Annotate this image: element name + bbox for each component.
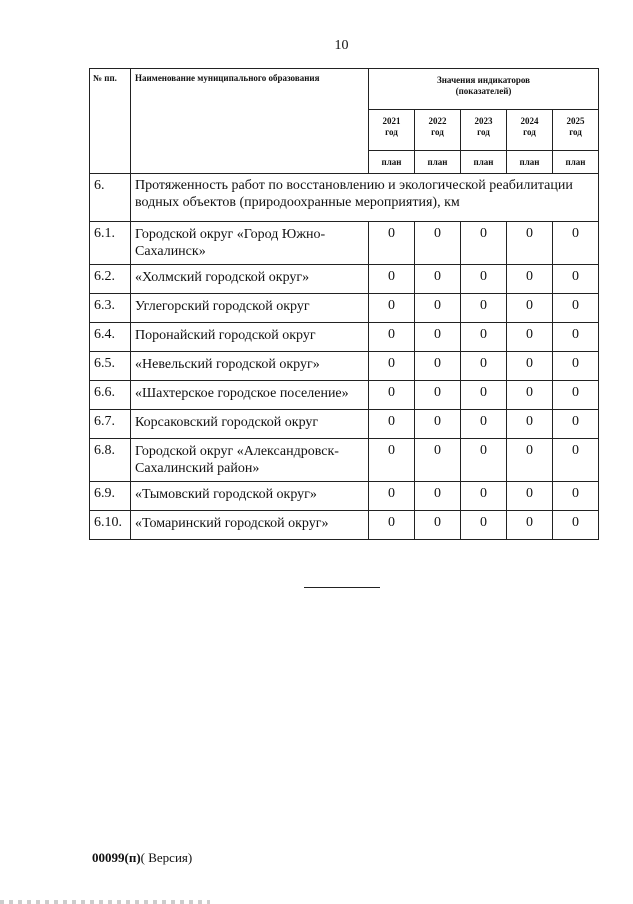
header-year-4	[553, 110, 599, 151]
row-value-2: 0	[461, 439, 507, 482]
row-value-2: 0	[461, 265, 507, 294]
row-value-2: 0	[461, 482, 507, 511]
row-value-3: 0	[507, 222, 553, 265]
row-value-2: 0	[461, 410, 507, 439]
row-value-1: 0	[415, 265, 461, 294]
header-year-unit: год	[385, 127, 398, 137]
header-plan-1: план	[415, 151, 461, 174]
row-value-4: 0	[553, 294, 599, 323]
row-value-3: 0	[507, 352, 553, 381]
row-value-4: 0	[553, 439, 599, 482]
header-values-line2: (показателей)	[455, 86, 512, 96]
row-value-4: 0	[553, 265, 599, 294]
header-plan-3: план	[507, 151, 553, 174]
table-row	[90, 265, 599, 294]
header-year-label: 2021	[382, 116, 401, 126]
row-municipality-name: Корсаковский городской округ	[131, 410, 369, 439]
row-municipality-name: «Холмский городской округ»	[131, 265, 369, 294]
row-value-4: 0	[553, 482, 599, 511]
row-value-3: 0	[507, 511, 553, 540]
row-value-0: 0	[369, 265, 415, 294]
row-num: 6.10.	[90, 511, 131, 540]
row-value-2: 0	[461, 381, 507, 410]
table-row	[90, 511, 599, 540]
row-value-1: 0	[415, 323, 461, 352]
table-header	[90, 69, 599, 174]
row-value-2: 0	[461, 222, 507, 265]
row-municipality-name: «Тымовский городской округ»	[131, 482, 369, 511]
header-plan-2: план	[461, 151, 507, 174]
header-name: Наименование муниципального образования	[131, 69, 369, 174]
row-num: 6.9.	[90, 482, 131, 511]
header-year-3	[507, 110, 553, 151]
row-municipality-name: Городской округ «Город Южно-Сахалинск»	[131, 222, 369, 265]
row-value-0: 0	[369, 381, 415, 410]
row-value-1: 0	[415, 410, 461, 439]
header-values	[369, 69, 599, 110]
header-year-unit: год	[477, 127, 490, 137]
row-value-2: 0	[461, 294, 507, 323]
row-value-0: 0	[369, 511, 415, 540]
table-row	[90, 323, 599, 352]
header-plan-0: план	[369, 151, 415, 174]
row-value-0: 0	[369, 352, 415, 381]
row-value-3: 0	[507, 410, 553, 439]
row-value-4: 0	[553, 511, 599, 540]
row-value-4: 0	[553, 352, 599, 381]
row-value-2: 0	[461, 352, 507, 381]
row-value-4: 0	[553, 410, 599, 439]
footer-code-text: 00099(п)	[92, 850, 141, 865]
row-num: 6.4.	[90, 323, 131, 352]
row-municipality-name: Городской округ «Александровск-Сахалинский район»	[131, 439, 369, 482]
row-value-4: 0	[553, 381, 599, 410]
row-num: 6.7.	[90, 410, 131, 439]
row-value-0: 0	[369, 222, 415, 265]
row-value-3: 0	[507, 323, 553, 352]
header-plan-4: план	[553, 151, 599, 174]
row-num: 6.5.	[90, 352, 131, 381]
header-num: № пп.	[90, 69, 131, 174]
row-value-4: 0	[553, 323, 599, 352]
row-municipality-name: «Шахтерское городское поселение»	[131, 381, 369, 410]
row-value-0: 0	[369, 482, 415, 511]
row-value-0: 0	[369, 410, 415, 439]
header-year-unit: год	[431, 127, 444, 137]
table-row	[90, 381, 599, 410]
row-value-1: 0	[415, 381, 461, 410]
table-row	[90, 439, 599, 482]
row-value-0: 0	[369, 294, 415, 323]
row-municipality-name: «Томаринский городской округ»	[131, 511, 369, 540]
table-row	[90, 352, 599, 381]
row-municipality-name: Поронайский городской округ	[131, 323, 369, 352]
footer-code	[92, 850, 192, 866]
header-year-2	[461, 110, 507, 151]
row-value-1: 0	[415, 352, 461, 381]
table-row	[90, 294, 599, 323]
table-row	[90, 222, 599, 265]
indicators-table	[89, 68, 599, 540]
row-value-2: 0	[461, 511, 507, 540]
header-values-line1: Значения индикаторов	[437, 75, 531, 85]
row-value-1: 0	[415, 294, 461, 323]
header-year-label: 2023	[474, 116, 493, 126]
row-value-1: 0	[415, 482, 461, 511]
header-year-1	[415, 110, 461, 151]
row-value-0: 0	[369, 439, 415, 482]
row-value-2: 0	[461, 323, 507, 352]
row-value-0: 0	[369, 323, 415, 352]
row-value-3: 0	[507, 482, 553, 511]
row-municipality-name: Углегорский городской округ	[131, 294, 369, 323]
section-num: 6.	[90, 174, 131, 222]
row-municipality-name: «Невельский городской округ»	[131, 352, 369, 381]
row-value-3: 0	[507, 439, 553, 482]
header-year-unit: год	[569, 127, 582, 137]
row-num: 6.1.	[90, 222, 131, 265]
header-year-label: 2024	[520, 116, 539, 126]
row-value-4: 0	[553, 222, 599, 265]
row-value-1: 0	[415, 511, 461, 540]
row-value-3: 0	[507, 265, 553, 294]
table-row	[90, 482, 599, 511]
header-year-label: 2022	[428, 116, 447, 126]
row-num: 6.2.	[90, 265, 131, 294]
row-value-1: 0	[415, 222, 461, 265]
row-value-3: 0	[507, 294, 553, 323]
table-body	[90, 174, 599, 540]
section-title: Протяженность работ по восстановлению и экологической реабилитации водных объектов (природоохранные мероприятия), км	[131, 174, 599, 222]
row-num: 6.3.	[90, 294, 131, 323]
header-year-0	[369, 110, 415, 151]
row-value-1: 0	[415, 439, 461, 482]
scan-edge-mark	[0, 900, 210, 904]
header-year-unit: год	[523, 127, 536, 137]
row-value-3: 0	[507, 381, 553, 410]
table-row	[90, 410, 599, 439]
footer-version: ( Версия)	[140, 850, 193, 865]
row-num: 6.6.	[90, 381, 131, 410]
header-year-label: 2025	[566, 116, 585, 126]
closing-rule	[304, 587, 380, 588]
page-number: 10	[334, 38, 349, 53]
section-row	[90, 174, 599, 222]
row-num: 6.8.	[90, 439, 131, 482]
